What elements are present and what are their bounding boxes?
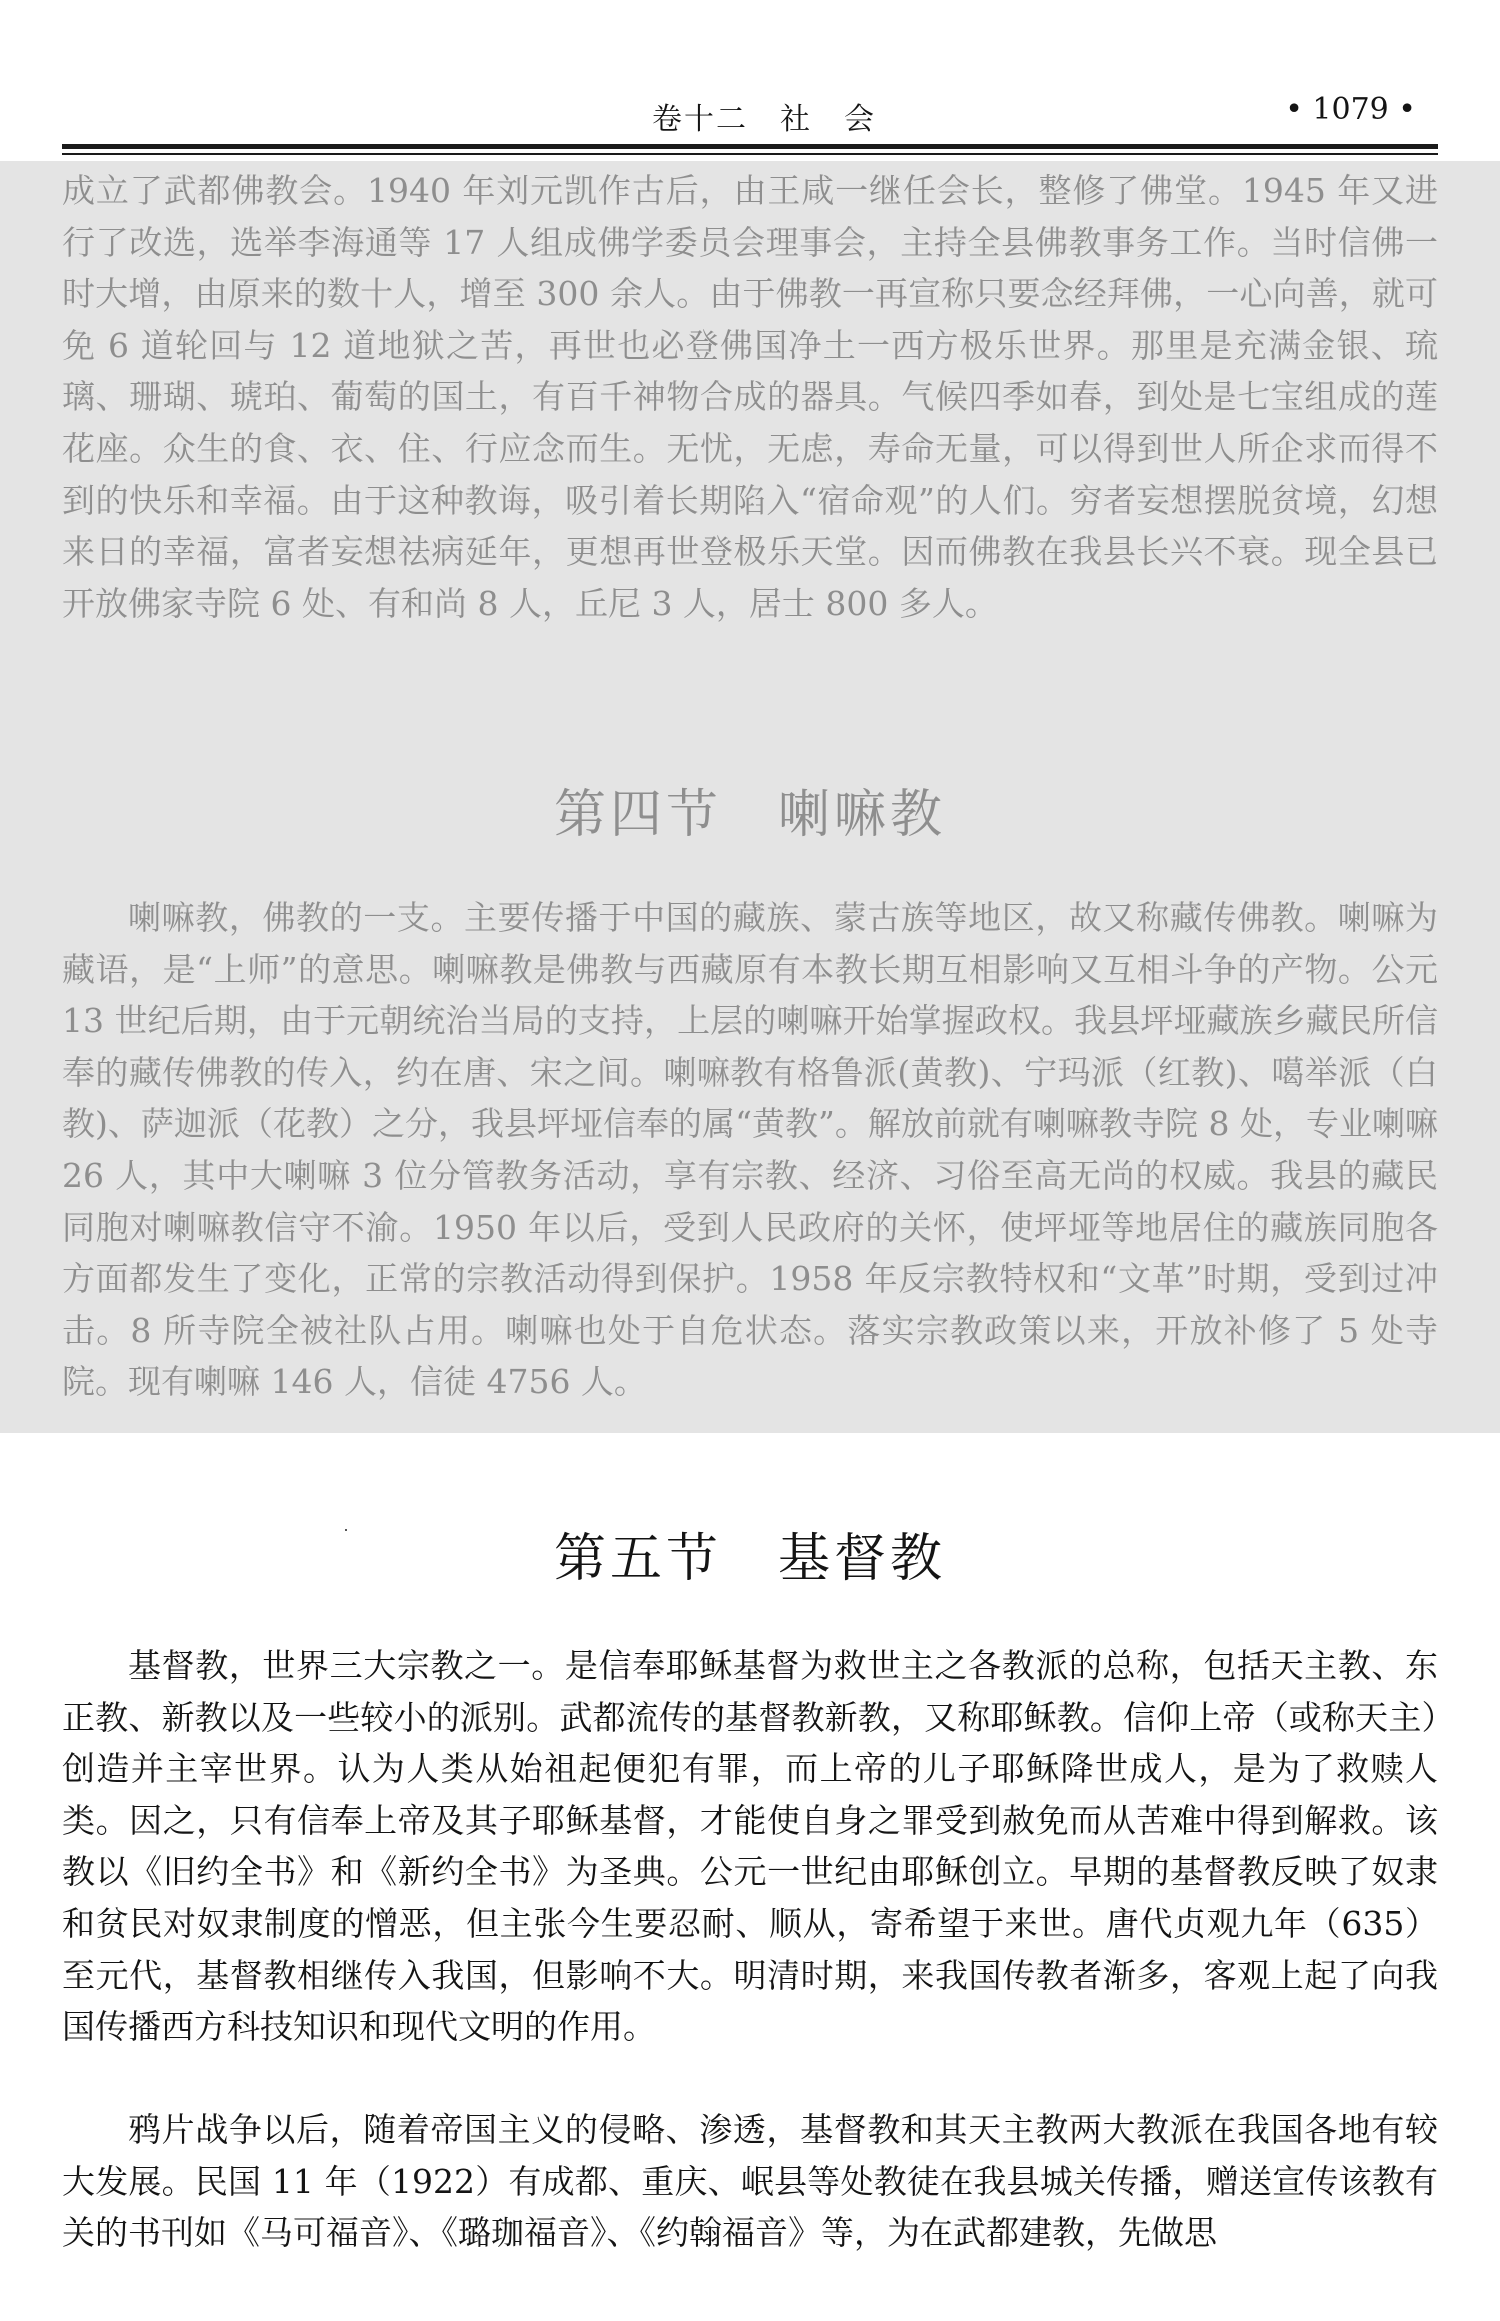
section-5-name: 基督教: [778, 1529, 947, 1589]
page-header: [62, 80, 1438, 144]
section-4-paragraph: 喇嘛教，佛教的一支。主要传播于中国的藏族、蒙古族等地区，故又称藏传佛教。喇嘛为藏语，是“上师”的意思。喇嘛教是佛教与西藏原有本教长期互相影响又互相斗争的产物。公元 13 世纪后期，由于元朝统治当局的支持，上层的喇嘛开始掌握政权。我县坪垭藏族乡藏民所信奉的藏传佛教的传入，约在唐、宋之间。喇嘛教有格鲁派(黄教)、宁玛派（红教)、噶举派（白教)、萨迦派（花教）之分，我县坪垭信奉的属“黄教”。解放前就有喇嘛教寺院 8 处，专业喇嘛 26 人，其中大喇嘛 3 位分管教务活动，享有宗教、经济、习俗至高无尚的权威。我县的藏民同胞对喇嘛教信守不渝。1950 年以后，受到人民政府的关怀，使坪垭等地居住的藏族同胞各方面都发生了变化，正常的宗教活动得到保护。1958 年反宗教特权和“文革”时期，受到过冲击。8 所寺院全被社队占用。喇嘛也处于自危状态。落实宗教政策以来，开放补修了 5 处寺院。现有喇嘛 146 人，信徒 4756 人。: [62, 898, 1438, 1402]
intro-paragraph: 成立了武都佛教会。1940 年刘元凯作古后，由王咸一继任会长，整修了佛堂。1945 年又进行了改选，选举李海通等 17 人组成佛学委员会理事会，主持全县佛教事务工作。当时信佛一时大增，由原来的数十人，增至 300 余人。由于佛教一再宣称只要念经拜佛，一心向善，就可免 6 道轮回与 12 道地狱之苦，再世也必登佛国净土一西方极乐世界。那里是充满金银、琉璃、珊瑚、琥珀、葡萄的国土，有百千神物合成的器具。气候四季如春，到处是七宝组成的莲花座。众生的食、衣、住、行应念而生。无忧，无虑，寿命无量，可以得到世人所企求而得不到的快乐和幸福。由于这种教诲，吸引着长期陷入“宿命观”的人们。穷者妄想摆脱贫境，幻想来日的幸福，富者妄想祛病延年，更想再世登极乐天堂。因而佛教在我县长兴不衰。现全县已开放佛家寺院 6 处、有和尚 8 人，丘尼 3 人，居士 800 多人。: [62, 171, 1438, 623]
header-rule-thick: [62, 144, 1438, 149]
running-title: 卷十二 社 会: [652, 102, 876, 137]
section-5-number: 第五节: [553, 1529, 722, 1589]
header-rule-thin: [62, 153, 1438, 155]
section-4-number: 第四节: [553, 785, 722, 845]
section-5-title: [0, 1516, 1500, 1591]
page-number: • 1079 •: [1285, 92, 1416, 127]
section-5-paragraph-1: 基督教，世界三大宗教之一。是信奉耶稣基督为救世主之各教派的总称，包括天主教、东正教、新教以及一些较小的派别。武都流传的基督教新教，又称耶稣教。信仰上帝（或称天主）创造并主宰世界。认为人类从始祖起便犯有罪，而上帝的儿子耶稣降世成人，是为了救赎人类。因之，只有信奉上帝及其子耶稣基督，才能使自身之罪受到赦免而从苦难中得到解救。该教以《旧约全书》和《新约全书》为圣典。公元一世纪由耶稣创立。早期的基督教反映了奴隶和贫民对奴隶制度的憎恶，但主张今生要忍耐、顺从，寄希望于来世。唐代贞观九年（635）至元代，基督教相继传入我国，但影响不大。明清时期，来我国传教者渐多，客观上起了向我国传播西方科技知识和现代文明的作用。: [62, 1646, 1438, 2047]
section-5-paragraph-2: 鸦片战争以后，随着帝国主义的侵略、渗透，基督教和其天主教两大教派在我国各地有较大发展。民国 11 年（1922）有成都、重庆、岷县等处教徒在我县城关传播，赠送宣传该教有关的书刊如《马可福音》、《璐珈福音》、《约翰福音》等，为在武都建教，先做思: [62, 2110, 1438, 2253]
section-4-title: [0, 772, 1500, 847]
section-4-name: 喇嘛教: [778, 785, 947, 845]
